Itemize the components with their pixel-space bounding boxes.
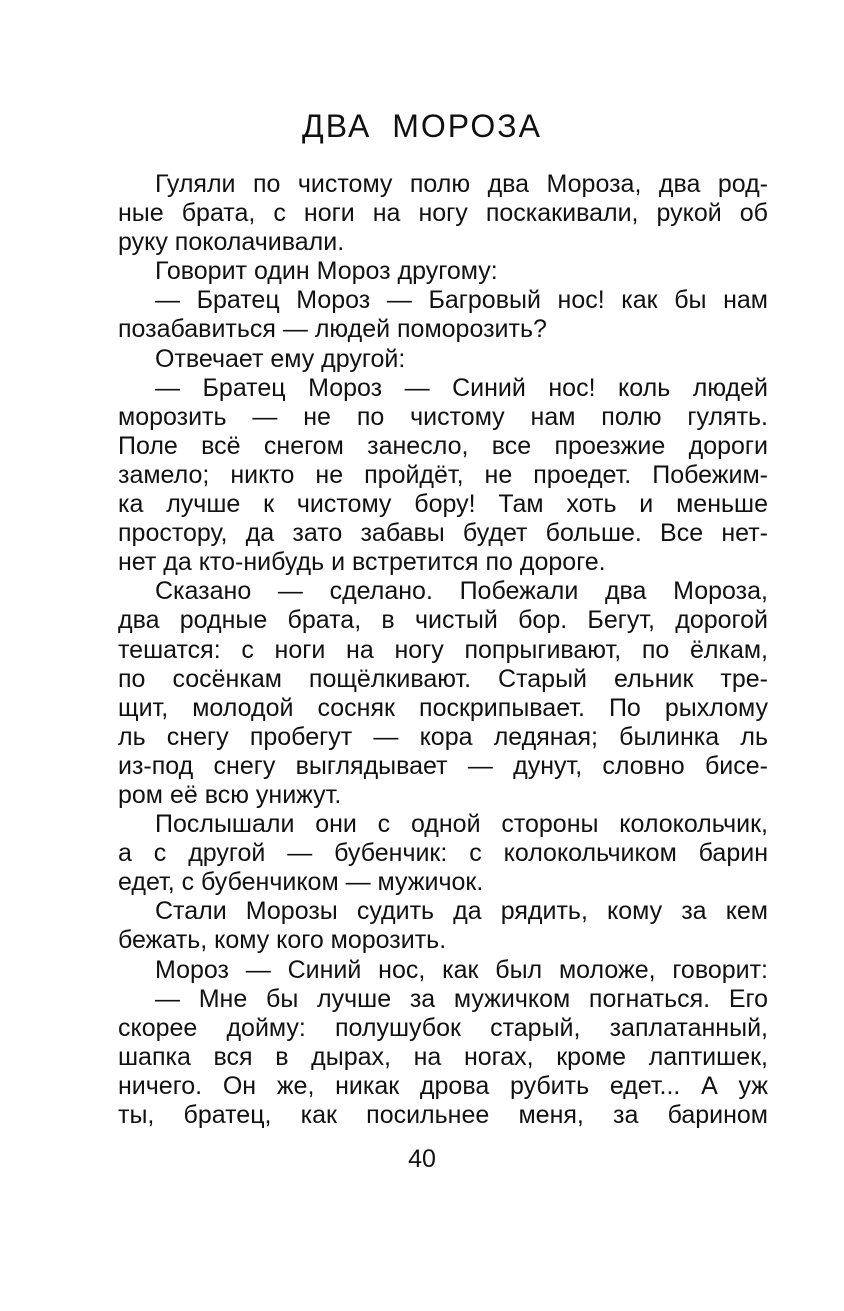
text-line: по сосёнкам пощёлкивают. Старый ельник тре-	[118, 664, 768, 693]
page-number: 40	[408, 1145, 436, 1173]
text-line: нет да кто-нибудь и встретится по дороге.	[118, 548, 606, 577]
text-line: бежать, кому кого морозить.	[118, 926, 447, 955]
text-line: Поле всё снегом занесло, все проезжие дороги	[118, 431, 768, 460]
text-line: два родные брата, в чистый бор. Бегут, дорогой	[118, 606, 768, 635]
text-line: простору, да зато забавы будет больше. Все нет-	[118, 519, 768, 548]
text-line: руку поколачивали.	[118, 228, 345, 257]
text-line: а с другой — бубенчик: с колокольчиком барин	[118, 839, 768, 868]
text-line: тешатся: с ноги на ногу попрыгивают, по ёлкам,	[118, 635, 768, 664]
text-line: морозить — не по чистому нам полю гулять.	[118, 402, 768, 431]
text-line: ные брата, с ноги на ногу поскакивали, рукой об	[118, 199, 768, 228]
text-line: скорее дойму: полушубок старый, заплатанный,	[118, 1013, 768, 1042]
text-line: Мороз — Синий нос, как был моложе, говорит:	[155, 955, 768, 984]
text-line: из-под снегу выглядывает — дунут, словно бисе-	[118, 751, 768, 780]
text-line: ром её всю унижут.	[118, 780, 342, 809]
text-line: — Братец Мороз — Синий нос! коль людей	[155, 373, 768, 402]
text-line: замело; никто не пройдёт, не проедет. Побежим-	[118, 460, 768, 489]
text-line: ничего. Он же, никак дрова рубить едет... А уж	[118, 1071, 768, 1100]
text-line: ль снегу пробегут — кора ледяная; былинка ль	[118, 722, 768, 751]
text-line: Говорит один Мороз другому:	[155, 257, 498, 286]
text-line: ка лучше к чистому бору! Там хоть и меньше	[118, 490, 768, 519]
text-line: едет, с бубенчиком — мужичок.	[118, 868, 484, 897]
text-line: ты, братец, как посильнее меня, за барином	[118, 1101, 768, 1129]
text-line: Гуляли по чистому полю два Мороза, два род-	[155, 170, 768, 198]
text-line: позабавиться — людей поморозить?	[118, 315, 547, 344]
text-line: Отвечает ему другой:	[155, 344, 406, 373]
text-line: Послышали они с одной стороны колокольчик,	[155, 810, 768, 839]
text-line: — Мне бы лучше за мужичком погнаться. Его	[155, 984, 768, 1013]
text-line: щит, молодой сосняк поскрипывает. По рыхлому	[118, 693, 768, 722]
text-line: — Братец Мороз — Багровый нос! как бы нам	[155, 286, 768, 315]
page-title: ДВА МОРОЗА	[302, 108, 542, 144]
text-line: шапка вся в дырах, на ногах, кроме лаптишек,	[118, 1042, 768, 1071]
story-text	[118, 170, 768, 1130]
text-line: Стали Морозы судить да рядить, кому за кем	[155, 897, 768, 926]
text-line: Сказано — сделано. Побежали два Мороза,	[155, 577, 768, 606]
